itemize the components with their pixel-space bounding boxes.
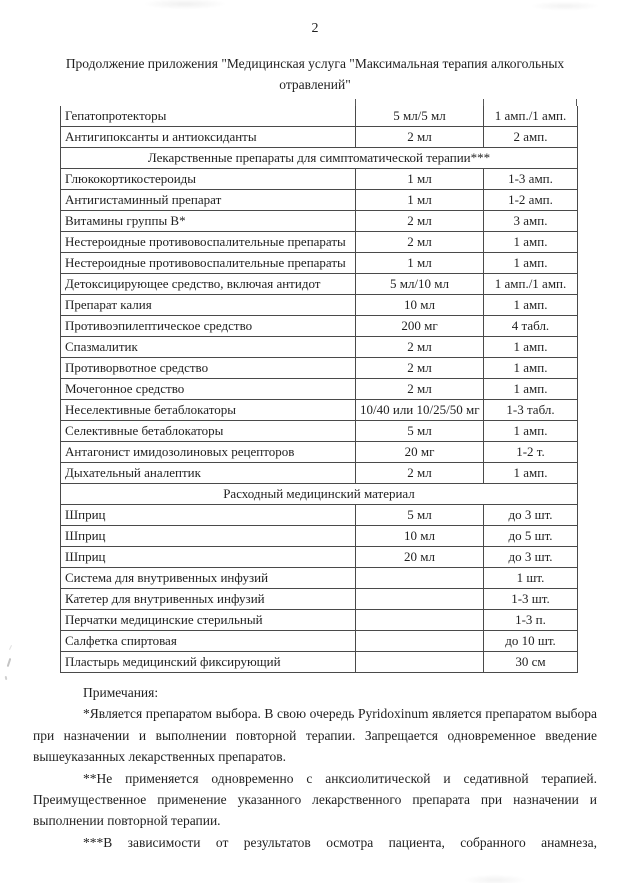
therapy-table [60, 106, 578, 673]
scan-artifact [7, 658, 12, 667]
table-row [61, 190, 578, 211]
cell-quantity: 1 амп. [484, 421, 578, 442]
cell-dose [356, 631, 484, 652]
cell-quantity: до 5 шт. [484, 526, 578, 547]
cell-item-name: Гепатопротекторы [61, 106, 356, 127]
table-row [61, 211, 578, 232]
cell-dose: 1 мл [356, 169, 484, 190]
cell-item-name: Противоэпилептическое средство [61, 316, 356, 337]
cell-item-name: Нестероидные противовоспалительные препараты [61, 232, 356, 253]
cell-item-name: Витамины группы В* [61, 211, 356, 232]
table-row [61, 526, 578, 547]
cell-item-name: Система для внутривенных инфузий [61, 568, 356, 589]
cell-dose [356, 568, 484, 589]
cell-item-name: Пластырь медицинский фиксирующий [61, 652, 356, 673]
cell-quantity: 1-3 шт. [484, 589, 578, 610]
cell-item-name: Антигипоксанты и антиоксиданты [61, 127, 356, 148]
cell-quantity: до 3 шт. [484, 547, 578, 568]
cell-quantity: 1-3 п. [484, 610, 578, 631]
cell-quantity: 1-3 табл. [484, 400, 578, 421]
table-row [61, 274, 578, 295]
cell-dose: 10 мл [356, 526, 484, 547]
table-row [61, 505, 578, 526]
cell-quantity: 1-2 амп. [484, 190, 578, 211]
cell-dose: 5 мл/10 мл [356, 274, 484, 295]
cell-dose: 2 мл [356, 463, 484, 484]
cell-quantity: 1 амп. [484, 337, 578, 358]
table-section-label: Лекарственные препараты для симптоматической терапии*** [61, 148, 578, 169]
cell-quantity: 1-3 амп. [484, 169, 578, 190]
cell-quantity: 1 шт. [484, 568, 578, 589]
cell-dose: 10 мл [356, 295, 484, 316]
table-border-stub [576, 99, 577, 106]
table-row [61, 337, 578, 358]
cell-item-name: Шприц [61, 547, 356, 568]
cell-item-name: Перчатки медицинские стерильный [61, 610, 356, 631]
notes-heading: Примечания: [83, 685, 159, 700]
scan-artifact [5, 676, 8, 680]
cell-dose: 1 мл [356, 253, 484, 274]
cell-item-name: Антагонист имидозолиновых рецепторов [61, 442, 356, 463]
page-number: 2 [311, 21, 319, 36]
cell-quantity: 3 амп. [484, 211, 578, 232]
table-row [61, 316, 578, 337]
cell-quantity: 4 табл. [484, 316, 578, 337]
cell-dose [356, 610, 484, 631]
cell-item-name: Глюкокортикостероиды [61, 169, 356, 190]
table-row [61, 421, 578, 442]
table-row [61, 169, 578, 190]
table-section-label: Расходный медицинский материал [61, 484, 578, 505]
document-title-line-2: отравлений" [279, 77, 351, 92]
table-row [61, 631, 578, 652]
cell-dose: 1 мл [356, 190, 484, 211]
cell-dose: 5 мл [356, 421, 484, 442]
cell-quantity: 1 амп./1 амп. [484, 106, 578, 127]
cell-item-name: Неселективные бетаблокаторы [61, 400, 356, 421]
cell-dose: 5 мл [356, 505, 484, 526]
table-border-stub [355, 99, 356, 106]
table-row [61, 400, 578, 421]
cell-item-name: Шприц [61, 505, 356, 526]
table-row [61, 442, 578, 463]
cell-quantity: 1 амп. [484, 379, 578, 400]
cell-dose: 5 мл/5 мл [356, 106, 484, 127]
note-paragraph-1: *Является препаратом выбора. В свою очередь Pyridoxinum является препаратом выбора при назначении и выполнении повторной терапии. Запрещается одновременное введение вышеуказанных лекарственных препаратов. [33, 706, 597, 765]
table-row [61, 253, 578, 274]
table-row [61, 106, 578, 127]
table-border-stub [483, 99, 484, 106]
table-row [61, 358, 578, 379]
cell-item-name: Дыхательный аналептик [61, 463, 356, 484]
cell-item-name: Противорвотное средство [61, 358, 356, 379]
table-row [61, 232, 578, 253]
cell-dose: 10/40 или 10/25/50 мг [356, 400, 484, 421]
cell-dose: 20 мл [356, 547, 484, 568]
cell-item-name: Антигистаминный препарат [61, 190, 356, 211]
cell-quantity: 2 амп. [484, 127, 578, 148]
table-section-row [61, 484, 578, 505]
scan-artifact [9, 645, 12, 650]
cell-item-name: Катетер для внутривенных инфузий [61, 589, 356, 610]
table-row [61, 568, 578, 589]
therapy-table-wrapper [60, 106, 577, 673]
document-title [33, 53, 597, 95]
cell-dose: 2 мл [356, 211, 484, 232]
cell-item-name: Мочегонное средство [61, 379, 356, 400]
cell-quantity: 1 амп. [484, 295, 578, 316]
note-paragraph-2: **Не применяется одновременно с анксиолитической и седативной терапией. Преимущественное применение указанного лекарственного препарата при назначении и выполнении повторной терапии. [33, 770, 597, 829]
cell-quantity: до 10 шт. [484, 631, 578, 652]
cell-quantity: 1 амп./1 амп. [484, 274, 578, 295]
cell-dose [356, 652, 484, 673]
cell-dose: 2 мл [356, 337, 484, 358]
cell-dose: 2 мл [356, 358, 484, 379]
table-row [61, 295, 578, 316]
cell-quantity: 1 амп. [484, 358, 578, 379]
table-row [61, 463, 578, 484]
cell-quantity: 1 амп. [484, 463, 578, 484]
cell-quantity: 1-2 т. [484, 442, 578, 463]
cell-item-name: Селективные бетаблокаторы [61, 421, 356, 442]
table-row [61, 652, 578, 673]
table-row [61, 610, 578, 631]
cell-dose: 2 мл [356, 379, 484, 400]
cell-item-name: Детоксицирующее средство, включая антидот [61, 274, 356, 295]
cell-quantity: 1 амп. [484, 232, 578, 253]
document-title-line-1: Продолжение приложения "Медицинская услуга "Максимальная терапия алкогольных [65, 56, 565, 71]
cell-dose: 2 мл [356, 127, 484, 148]
cell-dose: 200 мг [356, 316, 484, 337]
table-row [61, 127, 578, 148]
cell-item-name: Нестероидные противовоспалительные препараты [61, 253, 356, 274]
note-paragraph-3: ***В зависимости от результатов осмотра пациента, собранного анамнеза, [83, 834, 597, 850]
cell-item-name: Спазмалитик [61, 337, 356, 358]
table-row [61, 547, 578, 568]
cell-dose [356, 589, 484, 610]
cell-item-name: Шприц [61, 526, 356, 547]
cell-quantity: до 3 шт. [484, 505, 578, 526]
table-row [61, 589, 578, 610]
table-section-row [61, 148, 578, 169]
table-body [61, 106, 578, 673]
notes-section [33, 682, 597, 853]
cell-dose: 2 мл [356, 232, 484, 253]
cell-item-name: Салфетка спиртовая [61, 631, 356, 652]
cell-item-name: Препарат калия [61, 295, 356, 316]
cell-dose: 20 мг [356, 442, 484, 463]
table-row [61, 379, 578, 400]
cell-quantity: 1 амп. [484, 253, 578, 274]
cell-quantity: 30 см [484, 652, 578, 673]
